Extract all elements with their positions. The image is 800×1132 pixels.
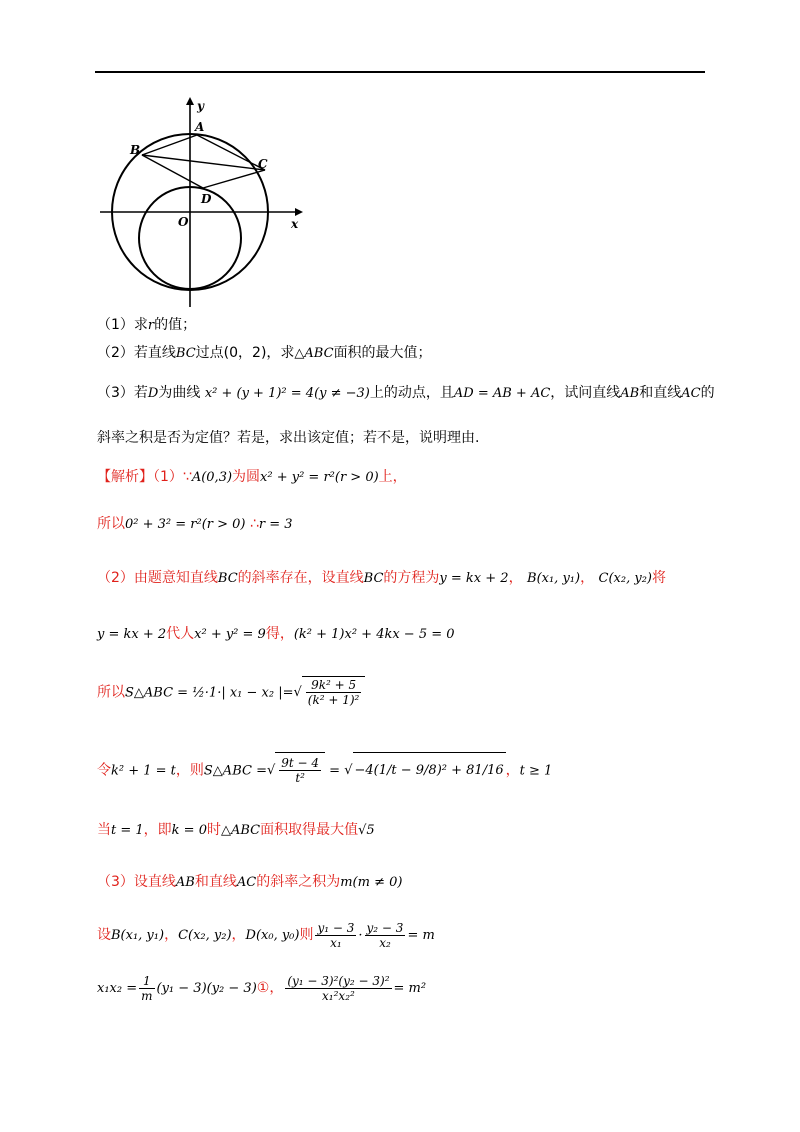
question-3-line2: 斜率之积是否为定值？若是，求出该定值；若不是，说明理由.	[97, 430, 480, 446]
x-axis-arrow	[295, 208, 303, 216]
label-x: x	[291, 217, 299, 231]
question-1: （1）求r的值；	[97, 317, 197, 333]
solution-2-line4: 令k² + 1 = t，则S△ABC =√ $\frac{9t - 4}{\text{t²}}$ = √ −4(1/t − 9/8)² + 81/16 ，t ≥ 1	[97, 752, 552, 790]
segment-bd	[142, 155, 203, 188]
solution-3-line1: （3）设直线AB和直线AC的斜率之积为m(m ≠ 0)	[97, 874, 403, 890]
sqrt-expression: √ $\frac{\text{9k² + 5}}{\text{(k² + 1)²}}$	[294, 676, 366, 709]
label-o: O	[178, 215, 189, 229]
solution-3-line2: 设B(x₁, y₁)，C(x₂, y₂)，D(x₀, y₀)则 $\frac{\text{y₁ − 3}}{\text{x₁}}$ · $\frac{\text{y₂ − 3}}{\text{x₂}}$ = m	[97, 920, 435, 950]
label-d: D	[201, 192, 212, 206]
circle-diagram	[95, 95, 310, 310]
y-axis-arrow	[186, 97, 194, 105]
solution-2-line2: y = kx + 2代人x² + y² = 9得，(k² + 1)x² + 4kx − 5 = 0	[97, 626, 455, 642]
label-a: A	[195, 120, 205, 134]
solution-1-line1: 【解析】（1）∵A(0,3)为圆x² + y² = r²(r > 0)上，	[97, 469, 407, 485]
solution-tag: 【解析】	[97, 469, 153, 485]
label-y: y	[197, 99, 204, 113]
question-3: （3）若D为曲线 x² + (y + 1)² = 4(y ≠ −3)上的动点，且AD = AB + AC，试问直线AB和直线AC的	[97, 385, 715, 401]
question-2: （2）若直线BC过点(0，2)，求△ABC面积的最大值；	[97, 345, 432, 361]
label-c: C	[258, 157, 268, 171]
solution-2-line5: 当t = 1，即k = 0时△ABC面积取得最大值√5	[97, 822, 375, 838]
header-rule	[95, 71, 705, 73]
solution-1-line2: 所以0² + 3² = r²(r > 0) ∴r = 3	[97, 516, 293, 532]
solution-3-line3: x₁x₂ = $\frac{1}{m}$ (y₁ − 3)(y₂ − 3)①， $\frac{\text{(y₁ − 3)²(y₂ − 3)²}}{\text{x₁²x₂²}}$ = m²	[97, 973, 427, 1003]
solution-2-line3: 所以S△ABC = ½·1·| x₁ − x₂ |=√ $\frac{\text{9k² + 5}}{\text{(k² + 1)²}}$	[97, 676, 365, 710]
label-b: B	[130, 143, 141, 157]
segment-cd	[203, 170, 265, 188]
solution-2-line1: （2）由题意知直线BC的斜率存在，设直线BC的方程为y = kx + 2， B(x₁, y₁)， C(x₂, y₂)将	[97, 570, 666, 586]
